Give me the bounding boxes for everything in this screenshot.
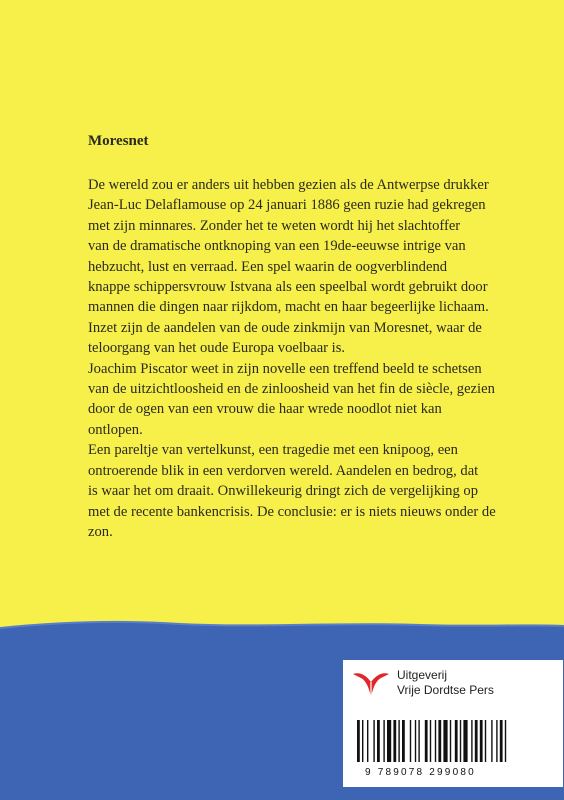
blurb-line: Inzet zijn de aandelen van de oude zinkmijn van Moresnet, waar de (88, 319, 482, 336)
blurb-line: Joachim Piscator weet in zijn novelle een treffend beeld te schetsen (88, 360, 482, 377)
publisher-line-2: Vrije Dordtse Pers (397, 683, 494, 697)
publisher-name (397, 668, 494, 698)
blurb-line: hebzucht, lust en verraad. Een spel waarin de oogverblindend (88, 258, 448, 275)
blurb-line: teloorgang van het oude Europa voelbaar is. (88, 340, 346, 357)
publisher-barcode-panel (343, 660, 563, 787)
blurb-line: van de uitzichtloosheid en de zinloosheid van het fin de siècle, gezien (88, 381, 495, 398)
publisher-line-1: Uitgeverij (397, 668, 448, 682)
blurb-line: door de ogen van een vrouw die haar wrede noodlot niet kan (88, 401, 442, 418)
blurb-line: met zijn minnares. Zonder het te weten wordt hij het slachtoffer (88, 217, 461, 234)
blurb-line: ontlopen. (88, 421, 143, 438)
blurb-line: is waar het om draait. Onwillekeurig dringt zich de vergelijking op (88, 483, 479, 500)
red-bird-book-icon (351, 668, 391, 704)
blurb-line: knappe schippersvrouw Istvana als een speelbal wordt gebruikt door (88, 279, 488, 296)
blurb-line: mannen die dingen naar rijkdom, macht en haar begeerlijke lichaam. (88, 299, 489, 316)
blurb-line: met de recente bankencrisis. De conclusie: er is niets nieuws onder de (88, 503, 496, 520)
blurb-line: van de dramatische ontknoping van een 19de-eeuwse intrige van (88, 238, 466, 255)
blurb-line: zon. (88, 523, 113, 540)
blurb-line: De wereld zou er anders uit hebben gezien als de Antwerpse drukker (88, 177, 489, 193)
blurb-line: Jean-Luc Delaflamouse op 24 januari 1886 geen ruzie had gekregen (88, 197, 486, 214)
book-blurb (88, 175, 548, 542)
isbn-number: 9 789078 299080 (365, 767, 476, 778)
barcode-icon (355, 720, 545, 762)
blurb-line: ontroerende blik in een verdorven wereld. Aandelen en bedrog, dat (88, 462, 479, 479)
blurb-line: Een pareltje van vertelkunst, een tragedie met een knipoog, een (88, 442, 458, 459)
book-title: Moresnet (88, 133, 149, 149)
